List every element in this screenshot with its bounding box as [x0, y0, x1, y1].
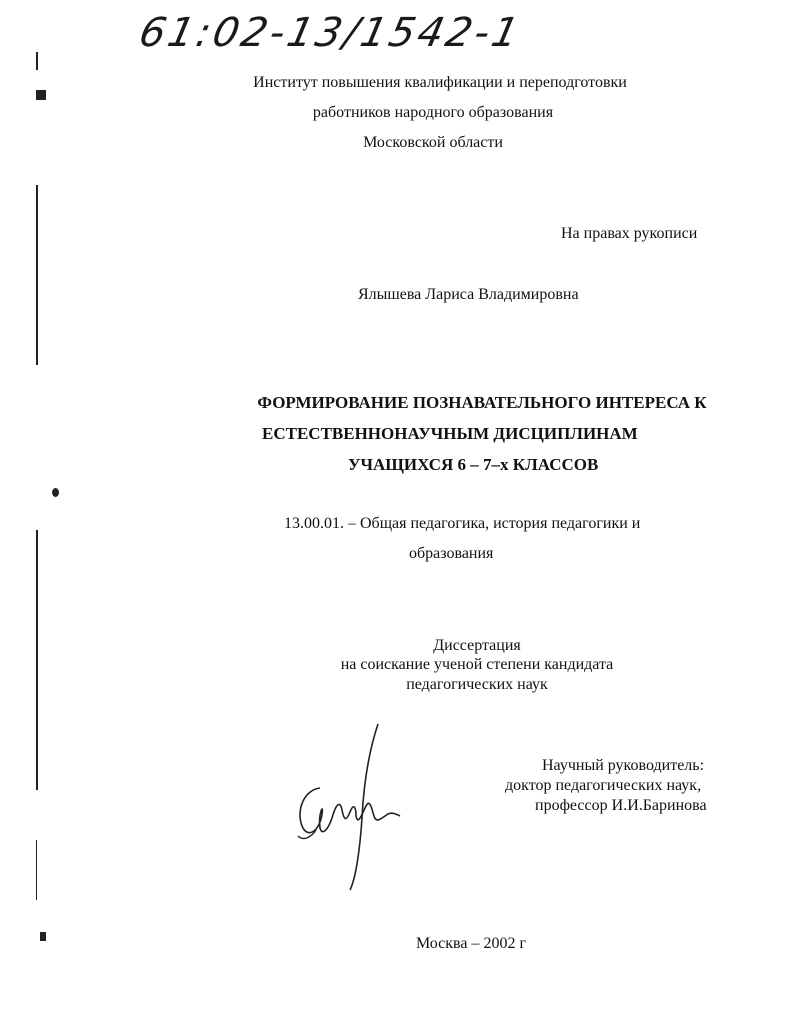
scan-mark — [40, 932, 46, 941]
specialty-line-1: 13.00.01. – Общая педагогика, история педагогики и — [284, 515, 641, 532]
scan-line — [36, 530, 38, 790]
thesis-title-line-1: ФОРМИРОВАНИЕ ПОЗНАВАТЕЛЬНОГО ИНТЕРЕСА К — [257, 393, 707, 412]
scan-line — [36, 840, 37, 900]
degree-line-2: на соискание ученой степени кандидата — [340, 656, 614, 673]
archive-number: 61:02-13/1542-1 — [135, 10, 526, 56]
supervisor-name: профессор И.И.Баринова — [535, 797, 707, 814]
degree-line-3: педагогических наук — [406, 676, 548, 693]
scan-line — [36, 185, 38, 365]
manuscript-note: На правах рукописи — [561, 225, 698, 242]
thesis-title-line-3: УЧАЩИХСЯ 6 – 7–х КЛАССОВ — [348, 455, 599, 474]
supervisor-degree: доктор педагогических наук, — [505, 777, 702, 794]
specialty-line-2: образования — [409, 545, 494, 562]
institution-line-2: работников народного образования — [312, 104, 554, 121]
institution-line-1: Институт повышения квалификации и переподготовки — [253, 74, 627, 91]
author-name: Ялышева Лариса Владимировна — [358, 286, 579, 303]
supervisor-label: Научный руководитель: — [542, 757, 705, 774]
institution-line-3: Московской области — [363, 134, 503, 151]
signature-icon — [290, 718, 410, 898]
degree-line-1: Диссертация — [433, 637, 521, 654]
scan-mark — [52, 488, 59, 497]
place-year: Москва – 2002 г — [415, 935, 527, 952]
thesis-title-line-2: ЕСТЕСТВЕННОНАУЧНЫМ ДИСЦИПЛИНАМ — [262, 424, 638, 443]
scan-mark — [36, 52, 38, 70]
scan-mark — [36, 90, 46, 100]
